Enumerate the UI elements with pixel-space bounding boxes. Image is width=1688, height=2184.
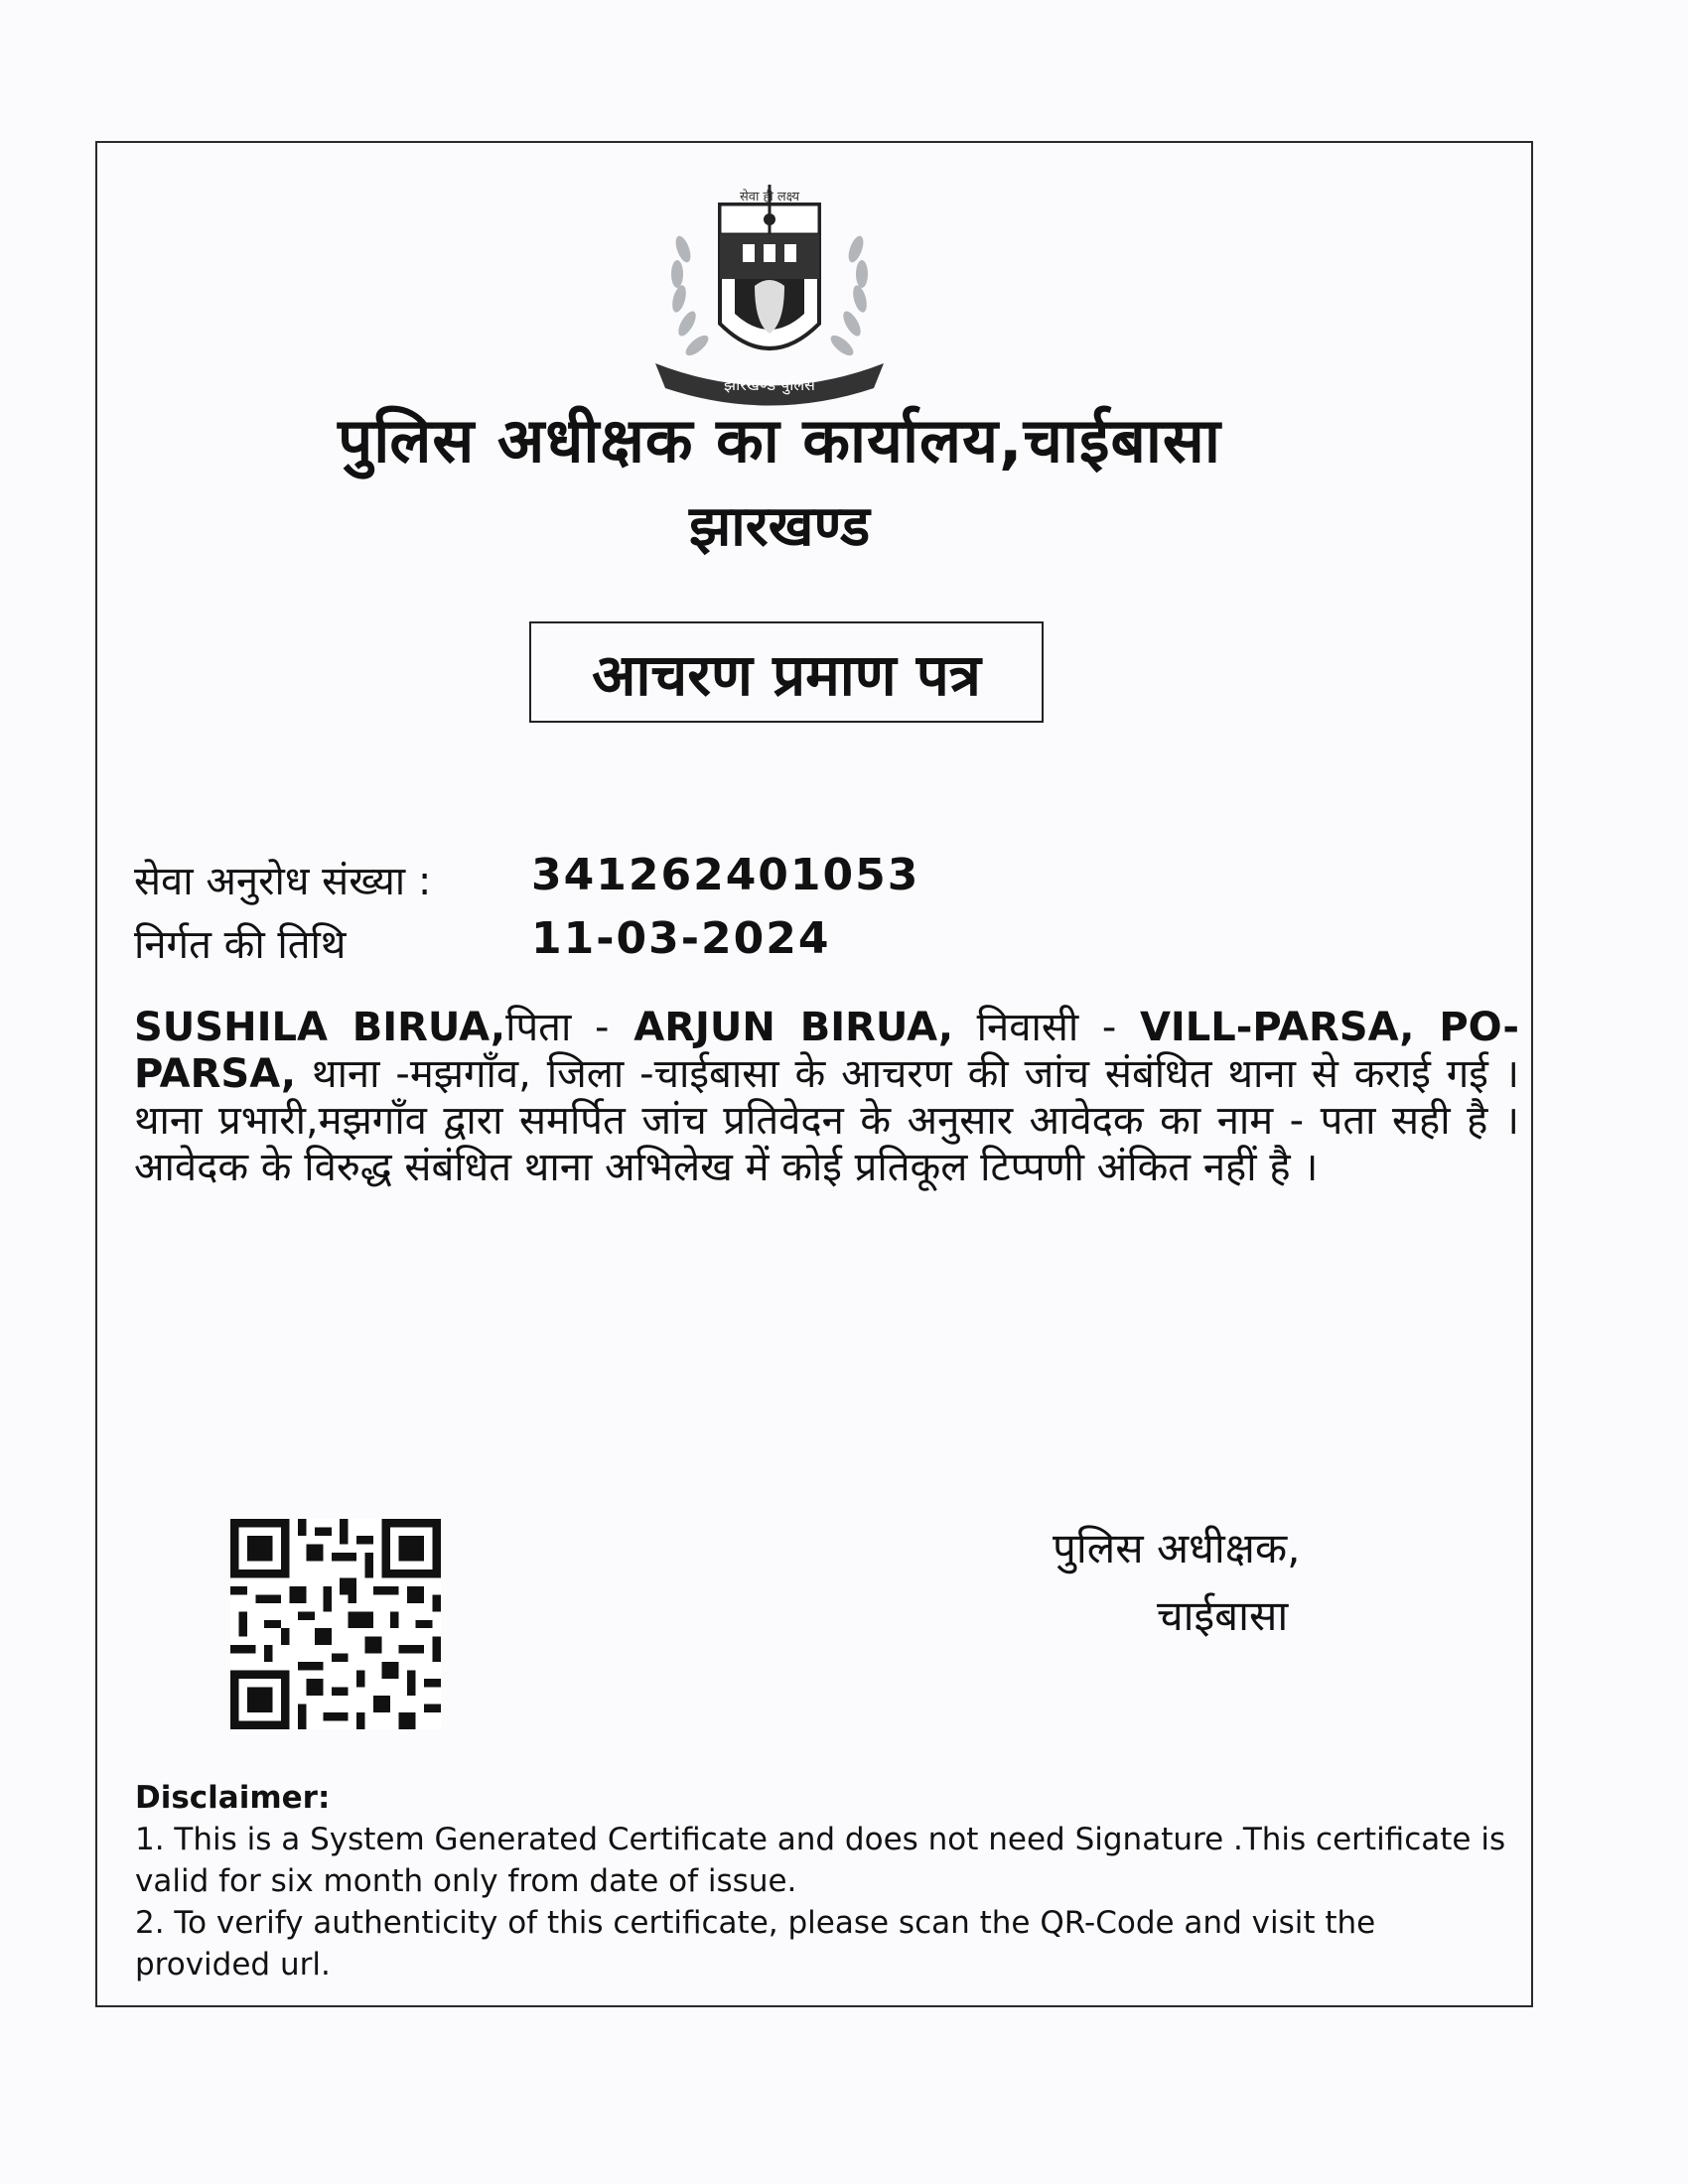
certificate-title: आचरण प्रमाण पत्र <box>529 621 1044 723</box>
father-name: ARJUN BIRUA, <box>609 1005 954 1050</box>
resident-label: निवासी - <box>953 1005 1140 1050</box>
disclaimer-heading: Disclaimer: <box>135 1780 331 1816</box>
office-title: पुलिस अधीक्षक का कार्यालय,चाईबासा <box>338 404 1221 477</box>
signatory-location: चाईबासा <box>1157 1591 1289 1640</box>
issue-date-label: निर्गत की तिथि <box>134 922 347 968</box>
body-statement: थाना -मझगाँव, जिला -चाईबासा के आचरण की जांच संबंधित थाना से कराई गई । थाना प्रभारी,मझगाँव द्वारा समर्पित जांच प्रतिवेदन के अनुसार आवेदक का नाम - पता सही है । आवेदक के विरुद्ध संबंधित थाना अभिलेख में कोई प्रतिकूल टिप्पणी अंकित नहीं है । <box>134 1051 1519 1190</box>
signatory-title: पुलिस अधीक्षक, <box>1053 1524 1301 1572</box>
issue-date: 11-03-2024 <box>531 913 831 964</box>
office-state: झारखण्ड <box>688 494 871 559</box>
applicant-name: SUSHILA BIRUA, <box>134 1005 506 1050</box>
disclaimer-section <box>135 1777 1515 1985</box>
disclaimer-item-2: 2. To verify authenticity of this certificate, please scan the QR-Code and visit the provided url. <box>135 1905 1376 1982</box>
applicant-address: VILL-PARSA, PO- PARSA, <box>134 1005 1519 1097</box>
emblem-motto: सेवा ही लक्ष्य <box>739 190 800 205</box>
request-number-label: सेवा अनुरोध संख्या : <box>134 859 432 904</box>
emblem-ribbon-text: झारखण्ड पुलिस <box>723 375 816 394</box>
disclaimer-item-1: 1. This is a System Generated Certificate and does not need Signature .This certificate is valid for six month only from date of issue. <box>135 1822 1506 1899</box>
father-label: पिता - <box>505 1005 610 1050</box>
certificate-body <box>134 1005 1519 1191</box>
verification-qr-code[interactable] <box>230 1519 441 1729</box>
request-number: 341262401053 <box>531 850 920 900</box>
jharkhand-police-emblem <box>635 175 904 418</box>
